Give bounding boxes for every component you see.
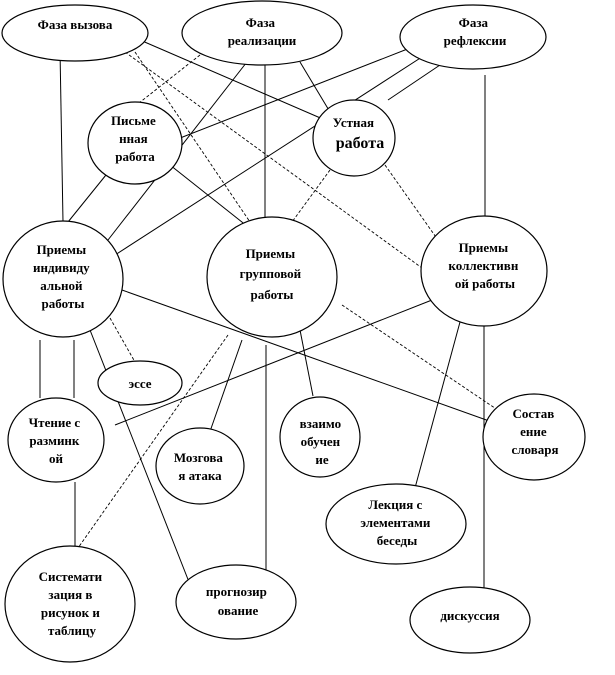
node-diskussiya bbox=[410, 587, 530, 653]
node-label-line: групповой bbox=[239, 266, 302, 281]
node-label-line: эссе bbox=[128, 376, 152, 391]
node-label-line: ой работы bbox=[454, 276, 516, 291]
node-label-line: работы bbox=[41, 296, 85, 311]
connector-line bbox=[385, 165, 438, 240]
node-label-line: работы bbox=[250, 287, 294, 302]
node-label-line: взаимо bbox=[299, 416, 342, 431]
node-label-line: беседы bbox=[376, 533, 418, 548]
node-label-line: работа bbox=[335, 135, 385, 152]
node-label-line: дискуссия bbox=[440, 608, 500, 623]
node-label-line: Фаза вызова bbox=[37, 17, 113, 32]
node-label-line: работа bbox=[115, 149, 155, 164]
node-label-line: рисунок и bbox=[40, 605, 100, 620]
node-vzaimoobuchenie bbox=[280, 397, 360, 477]
node-label bbox=[448, 240, 521, 291]
node-label bbox=[38, 17, 113, 32]
node-faza-realizacii bbox=[182, 1, 342, 65]
node-label-line: Системати bbox=[38, 569, 103, 584]
node-label-line: нная bbox=[119, 131, 148, 146]
connector-line bbox=[292, 170, 330, 222]
connector-line bbox=[388, 65, 440, 100]
node-pismennaya-rabota bbox=[88, 102, 182, 184]
node-label-line: индивиду bbox=[33, 260, 90, 275]
node-label-line: Устная bbox=[332, 115, 375, 130]
node-label-line: элементами bbox=[360, 515, 431, 530]
node-ellipse bbox=[5, 546, 135, 662]
node-label-line: Фаза bbox=[458, 15, 489, 30]
connector-line bbox=[300, 62, 330, 112]
node-sistematizaciya bbox=[5, 546, 135, 662]
connector-line bbox=[60, 50, 63, 222]
node-label-line: коллективн bbox=[448, 258, 519, 273]
connector-line bbox=[207, 340, 242, 440]
node-mozgovaya-ataka bbox=[156, 428, 244, 504]
node-sostavlenie bbox=[483, 394, 585, 480]
node-label-line: Чтение с bbox=[28, 415, 81, 430]
node-label-line: ой bbox=[49, 451, 63, 466]
node-label bbox=[128, 376, 151, 391]
node-label-line: словаря bbox=[511, 442, 559, 457]
connector-line bbox=[300, 330, 313, 396]
node-individ bbox=[3, 221, 123, 337]
node-label-line: зация в bbox=[48, 587, 93, 602]
node-label-line: я атака bbox=[178, 468, 222, 483]
node-label-line: прогнозир bbox=[205, 584, 267, 599]
node-label-line: таблицу bbox=[48, 623, 96, 638]
node-label-line: Письме bbox=[110, 113, 156, 128]
connector-line bbox=[110, 318, 135, 362]
node-lekciya bbox=[326, 484, 466, 564]
node-label-line: Мозгова bbox=[173, 450, 223, 465]
node-ellipse bbox=[176, 565, 296, 639]
connector-line bbox=[415, 322, 460, 488]
node-label-line: Приемы bbox=[245, 246, 296, 261]
node-chtenie bbox=[8, 398, 104, 482]
node-label-line: Состав bbox=[512, 406, 555, 421]
node-label-line: альной bbox=[40, 278, 83, 293]
node-label-line: разминк bbox=[29, 433, 80, 448]
node-prognozirovanie bbox=[176, 565, 296, 639]
node-label-line: ие bbox=[315, 452, 329, 467]
node-faza-refleksii bbox=[400, 5, 546, 69]
node-label-line: Приемы bbox=[458, 240, 509, 255]
connector-line bbox=[68, 170, 110, 222]
node-label-line: реализации bbox=[227, 33, 297, 48]
node-label-line: Фаза bbox=[245, 15, 276, 30]
node-label-line: обучен bbox=[300, 434, 341, 449]
node-label-line: ование bbox=[217, 603, 259, 618]
node-label-line: рефлексии bbox=[443, 33, 507, 48]
node-label-line: Приемы bbox=[36, 242, 87, 257]
node-label-line: ение bbox=[520, 424, 547, 439]
node-label bbox=[440, 608, 499, 623]
node-ellipse bbox=[2, 5, 148, 61]
node-ustnaya-rabota bbox=[313, 100, 395, 176]
node-ellipse bbox=[156, 428, 244, 504]
node-faza-vyzova bbox=[2, 5, 148, 61]
node-gruppovoy bbox=[207, 217, 337, 337]
node-label-line: Лекция с bbox=[368, 497, 423, 512]
node-esse bbox=[98, 361, 182, 405]
node-kollektiv bbox=[421, 216, 547, 326]
